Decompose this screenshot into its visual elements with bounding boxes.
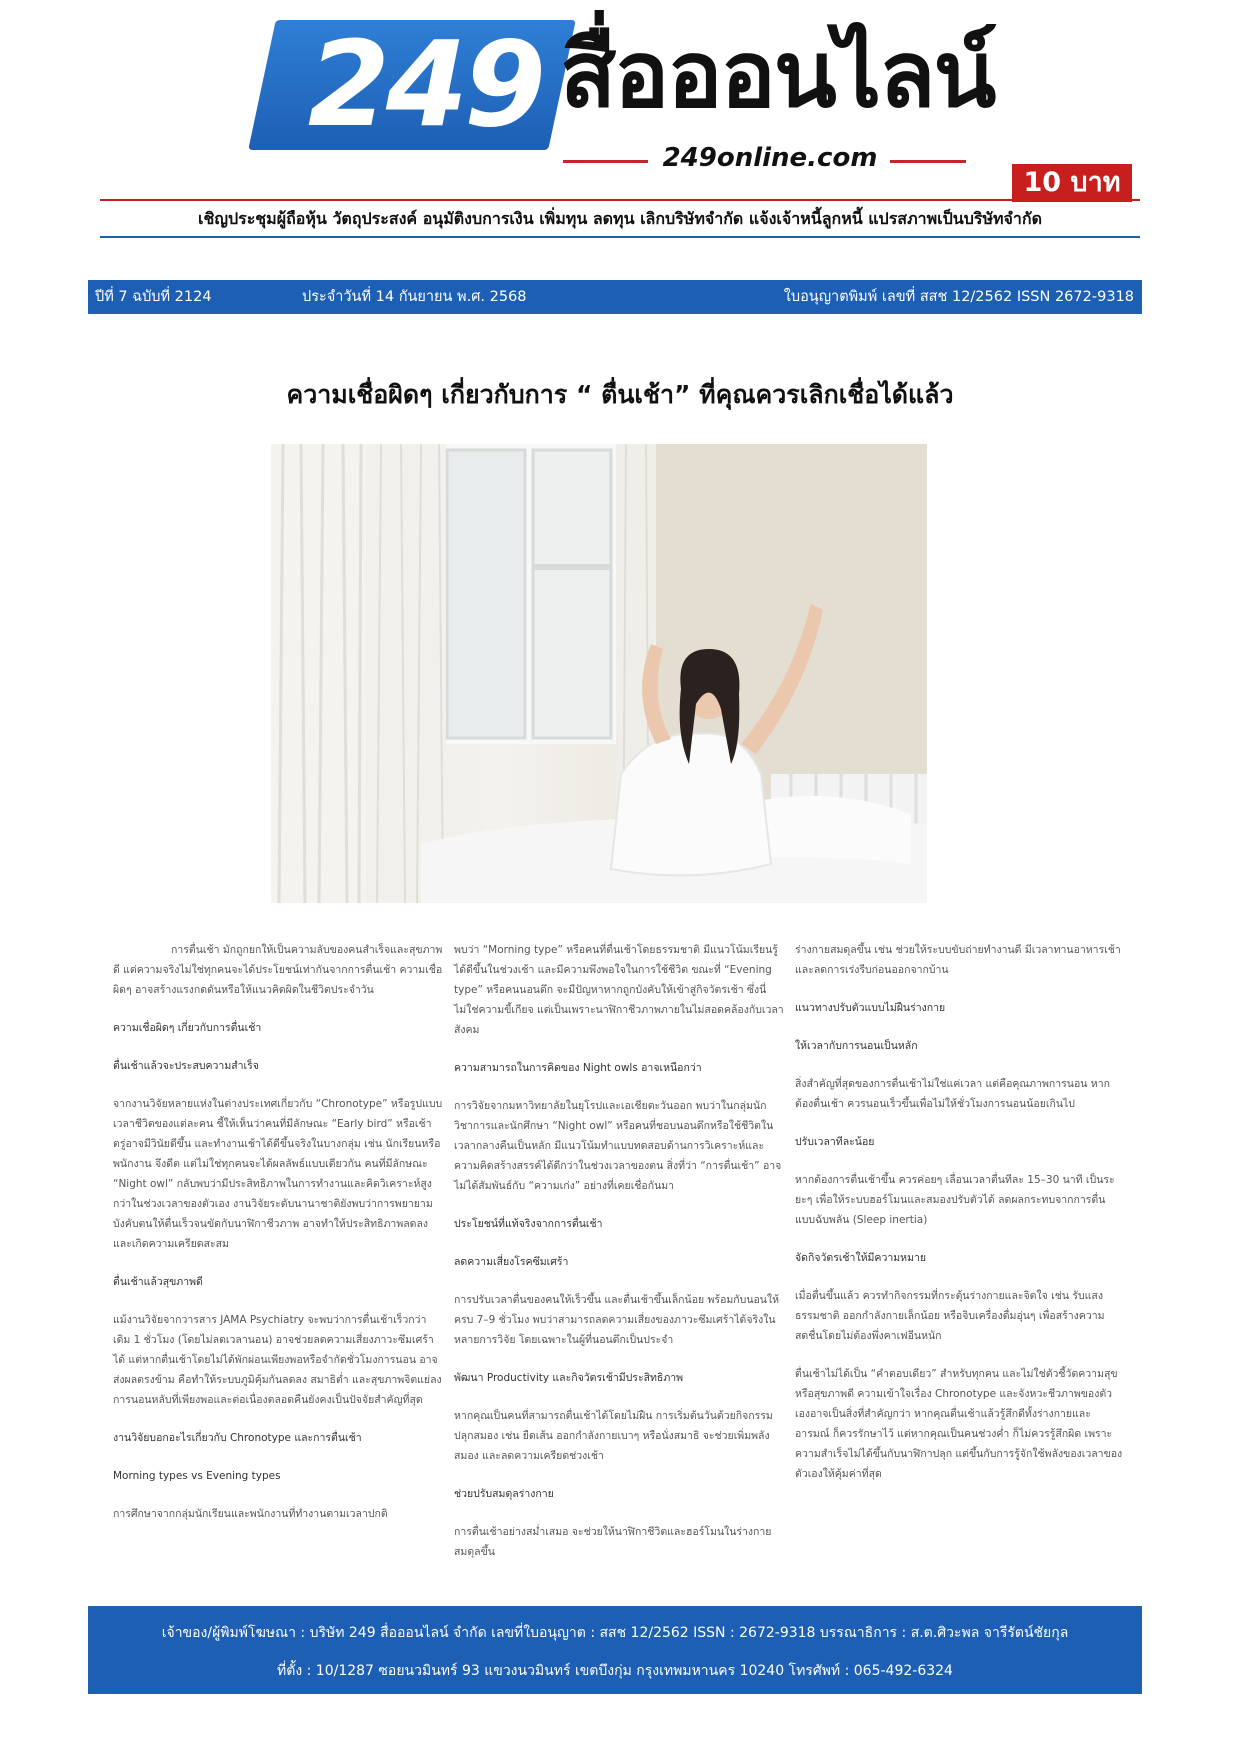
article-subheading: งานวิจัยบอกอะไรเกี่ยวกับ Chronotype และการตื่นเช้า [113, 1432, 362, 1444]
article-subheading: จัดกิจวัตรเช้าให้มีความหมาย [795, 1252, 927, 1264]
article-column-2 [454, 940, 784, 1580]
issue-license: ใบอนุญาตพิมพ์ เลขที่ สสช 12/2562 ISSN 2672-9318 [783, 289, 1134, 305]
footer-address: ที่ตั้ง : 10/1287 ซอยนวมินทร์ 93 แขวงนวมินทร์ เขตบึงกุ่ม กรุงเทพมหานคร 10240 โทรศัพท์ : 065-492-6324 [277, 1663, 953, 1679]
logo-divider-right [890, 160, 966, 163]
article-subheading: ให้เวลากับการนอนเป็นหลัก [795, 1040, 918, 1052]
article-paragraph: การศึกษาจากกลุ่มนักเรียนและพนักงานที่ทำงานตามเวลาปกติ [113, 1508, 388, 1520]
masthead-blue-rule [100, 236, 1140, 238]
article-paragraph: หากคุณเป็นคนที่สามารถตื่นเช้าได้โดยไม่ฝืน การเริ่มต้นวันด้วยกิจกรรมปลุกสมอง เช่น ยืดเส้น ออกกำลังกายเบาๆ หรือนั่งสมาธิ จะช่วยเพิ่มพลังสมอง และลดความเครียดช่วงเช้า [454, 1410, 773, 1462]
article-paragraph: การปรับเวลาตื่นของคนให้เร็วขึ้น และตื่นเช้าขึ้นเล็กน้อย พร้อมกับนอนให้ครบ 7–9 ชั่วโมง พบว่าสามารถลดความเสี่ยงของภาวะซึมเศร้าได้จริงในหลายการวิจัย โดยเฉพาะในผู้ที่นอนดึกเป็นประจำ [454, 1294, 780, 1346]
article-subheading: Morning types vs Evening types [113, 1470, 281, 1482]
article-headline: ความเชื่อผิดๆ เกี่ยวกับการ “ ตื่นเช้า” ที่คุณควรเลิกเชื่อได้แล้ว [286, 380, 954, 409]
issue-info-bar [88, 280, 1142, 314]
article-subheading: ความสามารถในการคิดของ Night owls อาจเหนือกว่า [454, 1062, 702, 1074]
masthead-red-rule [100, 199, 1140, 201]
article-paragraph: จากงานวิจัยหลายแห่งในต่างประเทศเกี่ยวกับ “Chronotype” หรือรูปแบบเวลาชีวิตของแต่ละคน ชี้ให้เห็นว่าคนที่มีลักษณะ “Early bird” หรือเช้าตรู่อาจมีวินัยดีขึ้น และทำงานเช้าได้ดีขึ้นจริงในบางกลุ่ม เช่น นักเรียนหรือพนักงาน จึงดีต แต่ไม่ใช่ทุกคนจะได้ผลลัพธ์แบบเดียวกัน คนที่มีลักษณะ “Night owl” กลับพบว่ามีประสิทธิภาพในการทำงานและคิดวิเคราะห์สูงกว่าในช่วงเวลาของตัวเอง งานวิจัยระดับนานาชาติยังพบว่าการพยายามบังคับตนให้ตื่นเร็วจนขัดกับนาฬิกาชีวภาพ อาจทำให้ประสิทธิภาพลดลงและเกิดความเครียดสะสม [113, 1098, 443, 1250]
article-paragraph: แม้งานวิจัยจากวารสาร JAMA Psychiatry จะพบว่าการตื่นเช้าเร็วกว่าเดิม 1 ชั่วโมง (โดยไม่ลดเวลานอน) อาจช่วยลดความเสี่ยงภาวะซึมเศร้าได้ แต่หากตื่นเช้าโดยไม่ได้พักผ่อนเพียงพอหรือจำกัดชั่วโมงการนอน อาจส่งผลตรงข้าม คือทำให้ระบบภูมิคุ้มกันลดลง สมาธิต่ำ และสุขภาพจิตแย่ลง การนอนหลับที่เพียงพอและต่อเนื่องตลอดคืนยังคงเป็นปัจจัยสำคัญที่สุด [113, 1314, 442, 1406]
article-paragraph: สิ่งสำคัญที่สุดของการตื่นเช้าไม่ใช่แค่เวลา แต่คือคุณภาพการนอน หากต้องตื่นเช้า ควรนอนเร็วขึ้นเพื่อไม่ให้ชั่วโมงการนอนน้อยเกินไป [795, 1078, 1110, 1110]
price-badge: 10 บาท [1012, 164, 1132, 202]
article-subheading: ตื่นเช้าแล้วสุขภาพดี [113, 1276, 203, 1288]
article-subheading: ปรับเวลาทีละน้อย [795, 1136, 875, 1148]
article-paragraph: หากต้องการตื่นเช้าขึ้น ควรค่อยๆ เลื่อนเวลาตื่นทีละ 15–30 นาที เป็นระยะๆ เพื่อให้ระบบฮอร์โมนและสมองปรับตัวได้ ลดผลกระทบจากการตื่นแบบฉับพลัน (Sleep inertia) [795, 1174, 1115, 1226]
article-paragraph: การวิจัยจากมหาวิทยาลัยในยุโรปและเอเชียตะวันออก พบว่าในกลุ่มนักวิชาการและนักศึกษา “Night owl” หรือคนที่ชอบนอนดึกหรือใช้ชีวิตในเวลากลางคืนเป็นหลัก มีแนวโน้มทำแบบทดสอบด้านการวิเคราะห์และความคิดสร้างสรรค์ได้ดีกว่าในช่วงเวลาของตน สิ่งที่ว่า “การตื่นเช้า” อาจไม่ได้สัมพันธ์กับ “ความเก่ง” อย่างที่เคยเชื่อกันมา [454, 1100, 782, 1192]
masthead [0, 0, 1240, 228]
article-column-3 [795, 940, 1125, 1502]
article-subheading: ประโยชน์ที่แท้จริงจากการตื่นเช้า [454, 1218, 603, 1230]
logo-249-number: 249 [307, 15, 543, 153]
issue-number: ปีที่ 7 ฉบับที่ 2124 [95, 289, 212, 305]
article-paragraph: การตื่นเช้าอย่างสม่ำเสมอ จะช่วยให้นาฬิกาชีวิตและฮอร์โมนในร่างกายสมดุลขึ้น [454, 1526, 772, 1558]
footer-publisher-info: เจ้าของ/ผู้พิมพ์โฆษณา : บริษัท 249 สื่อออนไลน์ จำกัด เลขที่ใบอนุญาต : สสช 12/2562 ISSN : 2672-9318 บรรณาธิการ : ส.ต.ศิวะพล จารีรัตน์ชัยกุล [161, 1625, 1069, 1641]
article-paragraph: ตื่นเช้าไม่ได้เป็น “คำตอบเดียว” สำหรับทุกคน และไม่ใช่ตัวชี้วัดความสุขหรือสุขภาพดี ความเข้าใจเรื่อง Chronotype และจังหวะชีวภาพของตัวเองอาจเป็นสิ่งที่สำคัญกว่า หากคุณตื่นเช้าแล้วรู้สึกดีทั้งร่างกายและอารมณ์ ก็ควรรักษาไว้ แต่หากคุณเป็นคนช่วงค่ำ ก็ไม่ควรรู้สึกผิด เพราะความสำเร็จไม่ได้ขึ้นกับนาฬิกาปลุก แต่ขึ้นกับการรู้จักใช้พลังของเวลาของตัวเองให้คุ้มค่าที่สุด [795, 1368, 1123, 1480]
article-subheading: แนวทางปรับตัวแบบไม่ฝืนร่างกาย [795, 1002, 946, 1014]
article-paragraph: การตื่นเช้า มักถูกยกให้เป็นความลับของคนสำเร็จและสุขภาพดี แต่ความจริงไม่ใช่ทุกคนจะได้ประโยชน์เท่ากันจากการตื่นเช้า ความเชื่อผิดๆ อาจสร้างแรงกดดันหรือให้แนวคิดผิดในชีวิตประจำวัน [113, 944, 443, 996]
article-paragraph: เมื่อตื่นขึ้นแล้ว ควรทำกิจกรรมที่กระตุ้นร่างกายและจิตใจ เช่น รับแสงธรรมชาติ ออกกำลังกายเล็กน้อย หรือจิบเครื่องดื่มอุ่นๆ เพื่อสร้างความสดชื่นโดยไม่ต้องพึ่งคาเฟอีนหนัก [795, 1290, 1105, 1342]
masthead-tagline: เชิญประชุมผู้ถือหุ้น วัตถุประสงค์ อนุมัติงบการเงิน เพิ่มทุน ลดทุน เลิกบริษัทจำกัด แจ้งเจ้าหนี้ลูกหนี้ แปรสภาพเป็นบริษัทจำกัด [198, 209, 1042, 228]
article-subheading: ความเชื่อผิดๆ เกี่ยวกับการตื่นเช้า [113, 1022, 262, 1034]
logo-brand-thai: สื่อออนไลน์ [560, 21, 995, 128]
article-subheading: ตื่นเช้าแล้วจะประสบความสำเร็จ [113, 1060, 259, 1072]
footer-bar [88, 1606, 1142, 1694]
article-subheading: ช่วยปรับสมดุลร่างกาย [454, 1488, 554, 1500]
article-photo [271, 444, 927, 903]
logo-divider-left [563, 160, 648, 163]
article-paragraph: พบว่า “Morning type” หรือคนที่ตื่นเช้าโดยธรรมชาติ มีแนวโน้มเรียนรู้ได้ดีขึ้นในช่วงเช้า และมีความพึงพอใจในการใช้ชีวิต ขณะที่ “Evening type” หรือคนนอนดึก จะมีปัญหาหากถูกบังคับให้เข้าสู่กิจวัตรเช้า ซึ่งนี่ไม่ใช่ความขี้เกียจ แต่เป็นเพราะนาฬิกาชีวภาพภายในไม่สอดคล้องกับเวลาสังคม [454, 944, 784, 1036]
article-paragraph: ร่างกายสมดุลขึ้น เช่น ช่วยให้ระบบขับถ่ายทำงานดี มีเวลาทานอาหารเช้า และลดการเร่งรีบก่อนออกจากบ้าน [795, 944, 1121, 976]
article-subheading: พัฒนา Productivity และกิจวัตรเช้ามีประสิทธิภาพ [454, 1372, 684, 1384]
logo-website: 249online.com [662, 143, 878, 173]
issue-date: ประจำวันที่ 14 กันยายน พ.ศ. 2568 [302, 289, 527, 305]
article-column-1 [113, 940, 443, 1542]
article-subheading: ลดความเสี่ยงโรคซึมเศร้า [454, 1256, 569, 1268]
